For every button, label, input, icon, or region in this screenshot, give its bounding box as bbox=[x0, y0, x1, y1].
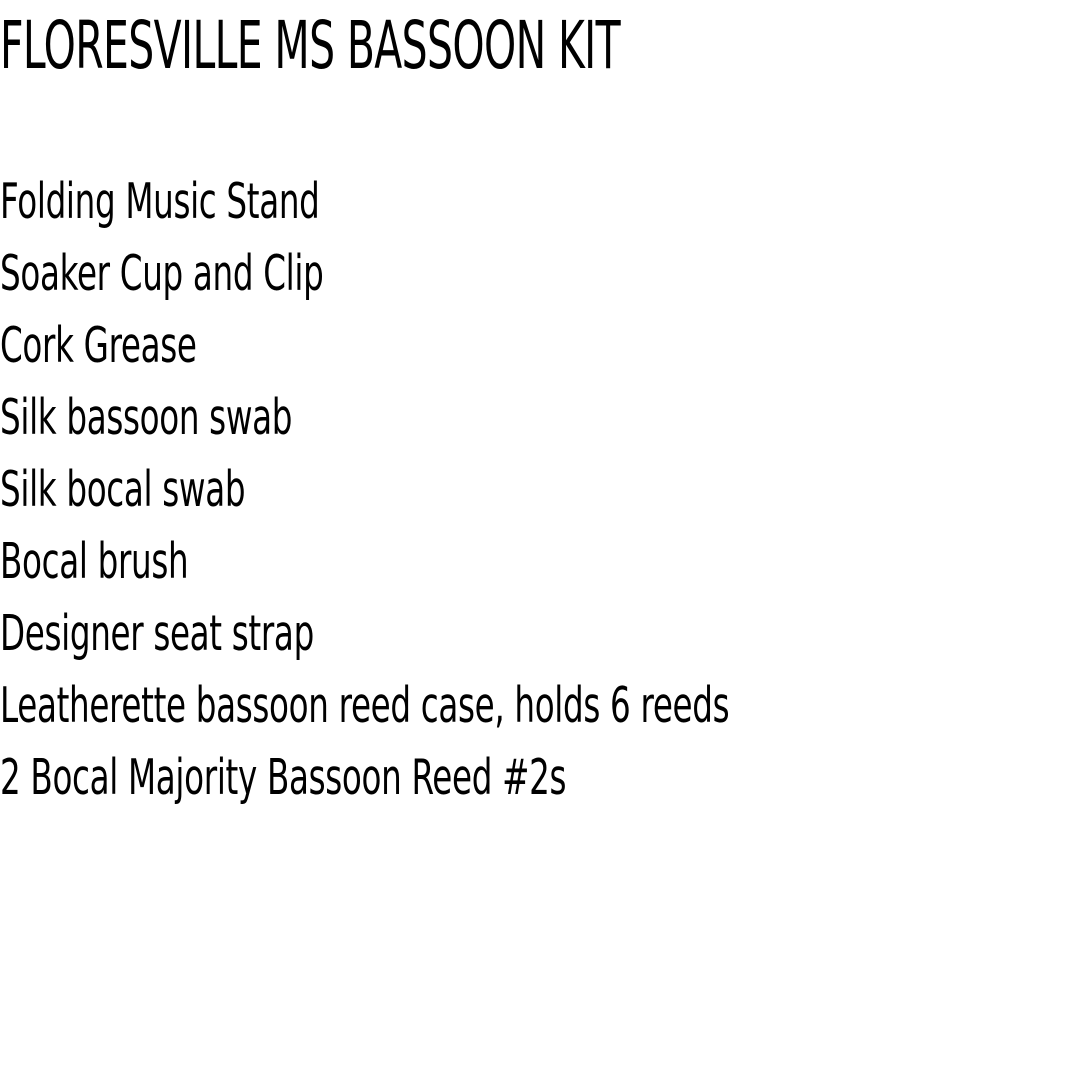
list-item: Designer seat strap bbox=[0, 605, 314, 662]
list-item: Silk bassoon swab bbox=[0, 389, 293, 446]
list-item: Leatherette bassoon reed case, holds 6 reeds bbox=[0, 677, 730, 734]
list-item: 2 Bocal Majority Bassoon Reed #2s bbox=[0, 749, 567, 806]
list-item: Folding Music Stand bbox=[0, 173, 320, 230]
list-item: Cork Grease bbox=[0, 317, 197, 374]
list-item: Bocal brush bbox=[0, 533, 189, 590]
kit-item-list bbox=[0, 166, 1080, 814]
list-item: Silk bocal swab bbox=[0, 461, 246, 518]
list-item: Soaker Cup and Clip bbox=[0, 245, 324, 302]
page-title: FLORESVILLE MS BASSOON KIT bbox=[0, 7, 620, 84]
